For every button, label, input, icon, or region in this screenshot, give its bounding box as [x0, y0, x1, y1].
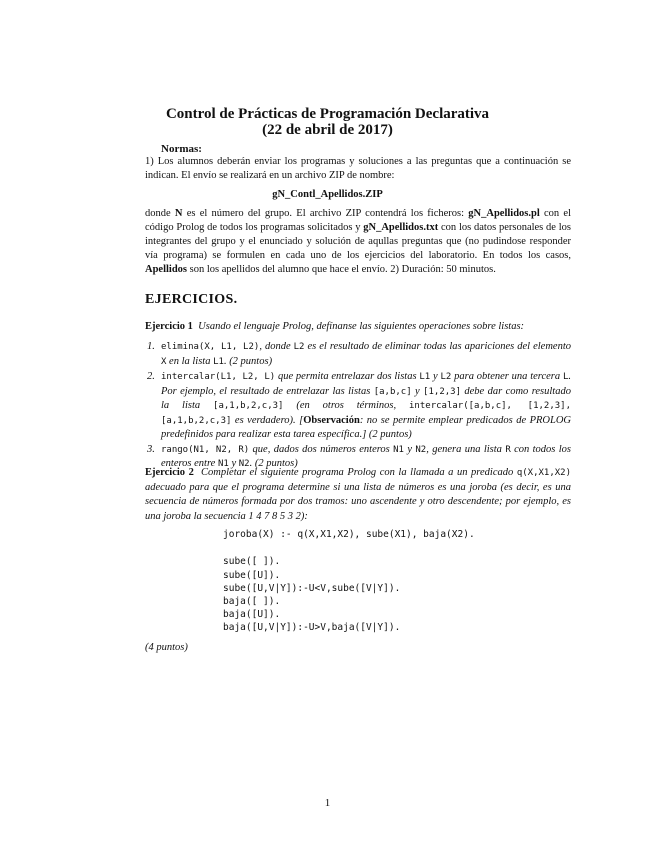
title-line-2: (22 de abril de 2017)	[262, 122, 393, 138]
code-line: baja([U,V|Y]):-U>V,baja([V|Y]).	[223, 622, 401, 633]
list-item: 2. intercalar(L1, L2, L) que permita entrelazar dos listas L1 y L2 para obtener una tercera L. Por ejemplo, el resultado de entrelazar las listas [a,b,c] y [1,2,3] debe dar como resultado la lista [a,1,b,2,c,3] (en otros términos, intercalar([a,b,c], [1,2,3], [a,1,b,2,c,3] es verdadero). [Observación: no se permite emplear predicados de PROLOG predefinidos para realizar esta tarea específica.] (2 puntos)	[147, 371, 571, 440]
list-item: 3. rango(N1, N2, R) que, dados dos números enteros N1 y N2, genera una lista R con todos los enteros entre N1 y N2. (2 puntos)	[147, 443, 571, 469]
zip-filename: gN_Contl_Apellidos.ZIP	[272, 189, 383, 200]
code-line: baja([ ]).	[223, 596, 281, 607]
exercise-1-intro: Ejercicio 1 Usando el lenguaje Prolog, defínanse las siguientes operaciones sobre listas:	[145, 321, 525, 332]
exercise-2-label: Ejercicio 2	[145, 467, 194, 478]
title-line-1: Control de Prácticas de Programación Declarativa	[165, 106, 490, 122]
exercise-2-points: (4 puntos)	[145, 642, 188, 653]
code-line: sube([U]).	[223, 570, 281, 581]
normas-heading: Normas:	[161, 143, 202, 155]
instructions-paragraph: donde N es el número del grupo. El archivo ZIP contendrá los ficheros: gN_Apellidos.pl con el código Prolog de todos los programas solicitados y gN_Apellidos.txt con los datos personales de los integrantes del grupo y el enunciado y solución de aqullas preguntas que (no pudindose responder vía programa) se formulen en cada uno de los ejercicios del laboratorio. En todos los casos, Apellidos son los apellidos del alumno que hace el envío. 2) Duración: 50 minutos.	[145, 208, 572, 275]
section-title: EJERCICIOS.	[145, 292, 238, 307]
exercise-2-intro: Ejercicio 2 Completar el siguiente programa Prolog con la llamada a un predicado q(X,X1,X2) adecuado para que el programa determine si una lista de números es una joroba (es decir, es una secuencia de números formada por dos tramos: uno ascendente y otro descendente; por ejemplo, es una joroba la secuencia 1 4 7 8 5 3 2):	[145, 467, 572, 522]
document-title	[0, 106, 655, 138]
code-line: sube([U,V|Y]):-U<V,sube([V|Y]).	[223, 583, 401, 594]
code-line: sube([ ]).	[223, 556, 281, 567]
code-line: baja([U]).	[223, 609, 281, 620]
normas-text: 1) Los alumnos deberán enviar los programas y soluciones a las preguntas que a continuación se indican. El envío se realizará en un archivo ZIP de nombre:	[145, 156, 571, 181]
page-number: 1	[324, 797, 331, 809]
exercise-1-list	[147, 340, 571, 473]
code-line: joroba(X) :- q(X,X1,X2), sube(X1), baja(X2).	[223, 529, 475, 540]
list-item: 1. elimina(X, L1, L2), donde L2 es el resultado de eliminar todas las apariciones del elemento X en la lista L1. (2 puntos)	[147, 341, 571, 367]
exercise-1-label: Ejercicio 1	[145, 321, 193, 332]
observacion-label: Observación	[303, 414, 360, 426]
